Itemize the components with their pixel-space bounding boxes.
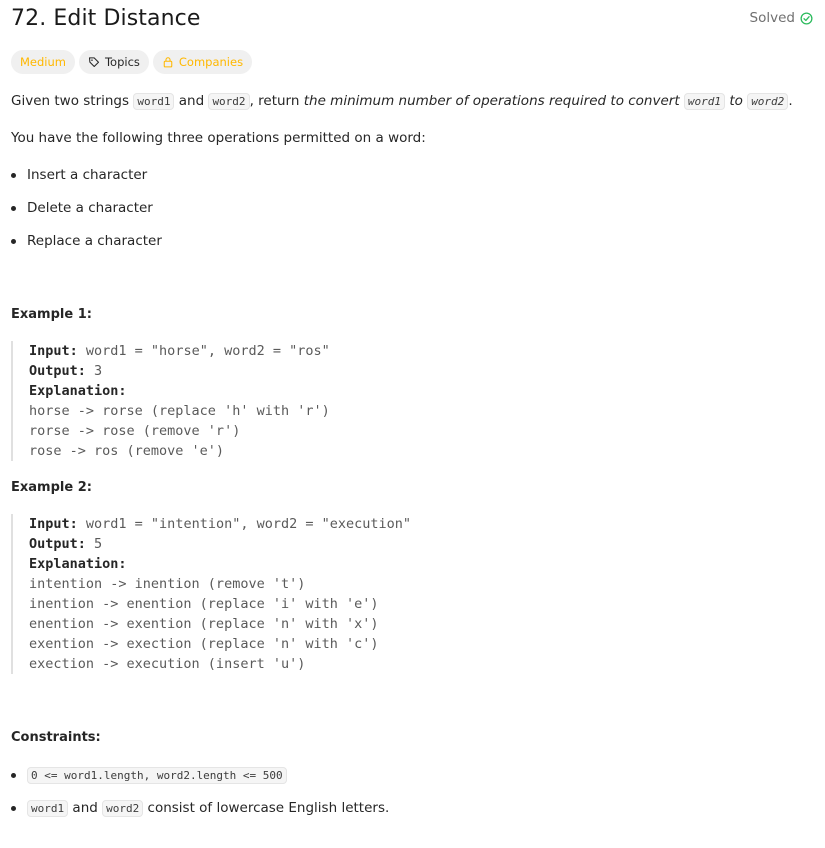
description-paragraph-2: You have the following three operations permitted on a word: (11, 130, 426, 146)
list-item (11, 230, 162, 252)
list-item-text: Delete a character (27, 200, 153, 216)
explanation-line: horse -> rorse (replace 'h' with 'r') (29, 403, 330, 419)
output-label: Output: (29, 536, 86, 552)
output-value: 5 (85, 536, 103, 552)
inline-code: 0 <= word1.length, word2.length <= 500 (27, 767, 287, 784)
inline-code: word1 (133, 93, 174, 110)
difficulty-label: Medium (20, 55, 66, 69)
constraint-item (11, 797, 389, 820)
companies-tag[interactable] (153, 50, 252, 74)
tag-icon (88, 56, 100, 68)
explanation-line: enention -> exention (replace 'n' with 'x') (29, 616, 379, 632)
inline-code: word1 (684, 93, 725, 110)
example-2-title: Example 2: (11, 480, 92, 495)
input-label: Input: (29, 516, 78, 532)
explanation-line: exection -> execution (insert 'u') (29, 656, 306, 672)
text-segment: the minimum number of operations required to convert (303, 93, 684, 109)
topics-tag[interactable] (79, 50, 149, 74)
list-item (11, 164, 147, 186)
text-segment: to (725, 93, 748, 109)
solved-status (750, 10, 813, 26)
text-segment: consist of lowercase English letters. (143, 800, 390, 816)
difficulty-tag[interactable] (11, 50, 75, 74)
output-label: Output: (29, 363, 86, 379)
inline-code: word2 (747, 93, 788, 110)
explanation-line: exention -> exection (replace 'n' with 'c') (29, 636, 379, 652)
explanation-line: intention -> inention (remove 't') (29, 576, 306, 592)
constraints-title: Constraints: (11, 730, 101, 745)
example-1-block (11, 341, 330, 461)
explanation-line: rose -> ros (remove 'e') (29, 443, 225, 459)
list-item-text: Replace a character (27, 233, 162, 249)
text-segment: Given two strings (11, 93, 134, 109)
companies-label: Companies (178, 55, 244, 69)
text-segment: and (174, 93, 209, 109)
text-segment: , return (249, 93, 304, 109)
example-1-title: Example 1: (11, 307, 92, 322)
text-segment: . (788, 93, 793, 109)
text-segment: and (68, 800, 103, 816)
explanation-label: Explanation: (29, 556, 127, 572)
list-item-text: Insert a character (27, 167, 148, 183)
explanation-line: rorse -> rose (remove 'r') (29, 423, 241, 439)
problem-title[interactable]: 72. Edit Distance (11, 6, 201, 31)
check-circle-icon (800, 12, 813, 25)
inline-code: word2 (102, 800, 143, 817)
emphasis-segment (304, 93, 789, 109)
input-value: word1 = "intention", word2 = "execution" (77, 516, 412, 532)
explanation-label: Explanation: (29, 383, 127, 399)
input-value: word1 = "horse", word2 = "ros" (77, 343, 330, 359)
list-item (11, 197, 153, 219)
output-value: 3 (85, 363, 103, 379)
solved-label: Solved (749, 10, 795, 26)
problem-header (11, 6, 813, 36)
lock-icon (162, 56, 174, 68)
inline-code: word1 (27, 800, 68, 817)
input-label: Input: (29, 343, 78, 359)
description-paragraph-1 (11, 90, 793, 113)
tag-row (11, 50, 252, 74)
topics-label: Topics (104, 55, 140, 69)
constraint-item (11, 764, 287, 787)
example-2-block (11, 514, 411, 674)
explanation-line: inention -> enention (replace 'i' with 'e') (29, 596, 379, 612)
inline-code: word2 (208, 93, 249, 110)
